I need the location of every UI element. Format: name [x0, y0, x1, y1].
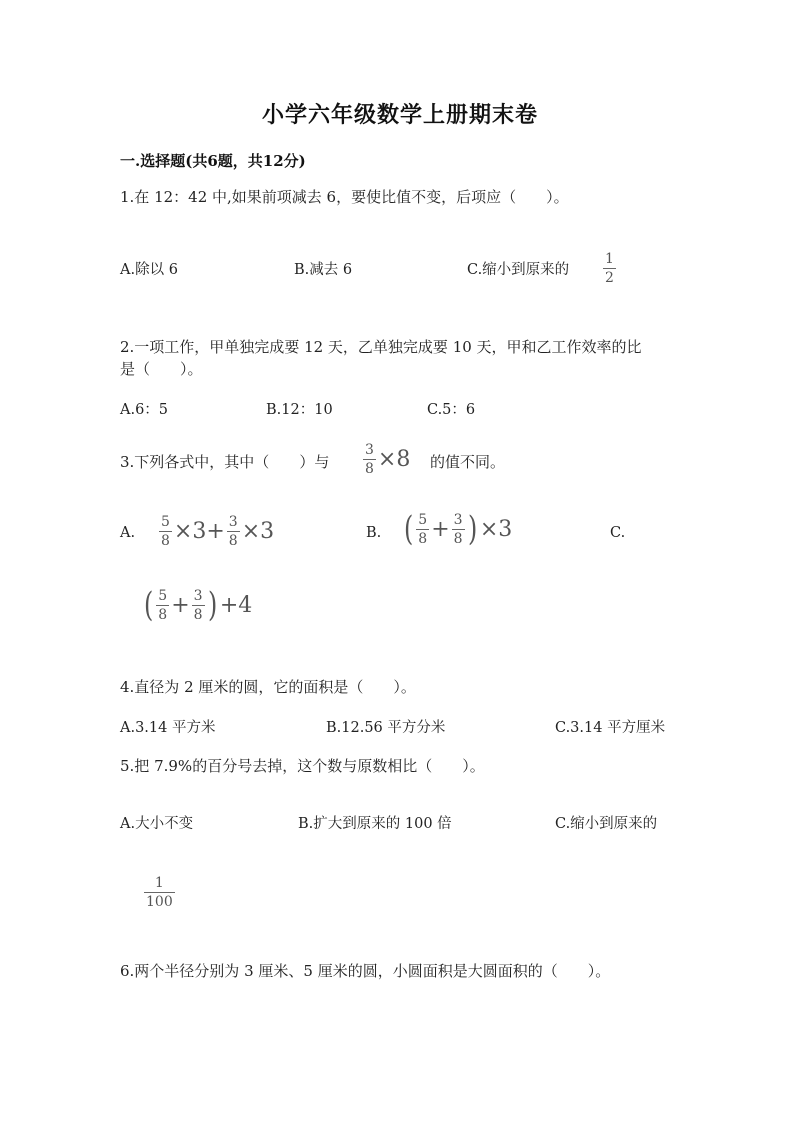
q5-option-a: A.大小不变 [120, 816, 194, 832]
question-4: 4.直径为 2 厘米的圆，它的面积是（ ）。 [120, 678, 416, 696]
q1-option-c: C.缩小到原来的 [467, 262, 570, 278]
q4-option-c: C.3.14 平方厘米 [555, 720, 666, 736]
q3-option-a-expression: $\frac{5}{8}$ ×3+ $\frac{3}{8}$ ×3 [161, 514, 275, 549]
q5-option-b: B.扩大到原来的 100 倍 [298, 816, 452, 832]
q4-option-a: A.3.14 平方米 [120, 720, 216, 736]
question-3-suffix: 的值不同。 [430, 453, 506, 471]
q3-option-a: A. [120, 525, 136, 541]
q3-option-b: B. [366, 525, 382, 541]
q1-option-a: A.除以 6 [120, 262, 178, 278]
q4-option-b: B.12.56 平方分米 [326, 720, 446, 736]
q3-option-b-expression: ( $\frac{5}{8}$ + $\frac{3}{8}$ ) ×3 [403, 509, 513, 549]
q2-option-a: A.6：5 [120, 402, 169, 418]
question-2-line-1: 2.一项工作，甲单独完成要 12 天，乙单独完成要 10 天，甲和乙工作效率的比 [120, 338, 642, 356]
question-5: 5.把 7.9%的百分号去掉，这个数与原数相比（ ）。 [120, 757, 485, 775]
q3-option-c: C. [610, 525, 626, 541]
question-6: 6.两个半径分别为 3 厘米、5 厘米的圆，小圆面积是大圆面积的（ ）。 [120, 962, 611, 980]
page-title: 小学六年级数学上册期末卷 [261, 102, 538, 128]
q1-option-c-fraction: $\frac{1}{2}$ [605, 251, 614, 286]
question-1: 1.在 12：42 中,如果前项减去 6，要使比值不变，后项应（ ）。 [120, 188, 569, 206]
question-2-line-2: 是（ ）。 [120, 360, 203, 378]
q2-option-c: C.5：6 [427, 402, 476, 418]
q3-option-c-expression: ( $\frac{5}{8}$ + $\frac{3}{8}$ ) +4 [143, 585, 253, 625]
q5-option-c: C.缩小到原来的 [555, 816, 658, 832]
q5-option-c-fraction: $\frac{1}{100}$ [146, 875, 173, 910]
q2-option-b: B.12：10 [266, 402, 333, 418]
section-heading: 一.选择题(共6题，共12分) [120, 152, 306, 170]
q3-expression: $\frac{3}{8}$ ×8 [365, 442, 411, 477]
question-3-prefix: 3.下列各式中，其中（ ）与 [120, 453, 330, 471]
q1-option-b: B.减去 6 [294, 262, 353, 278]
